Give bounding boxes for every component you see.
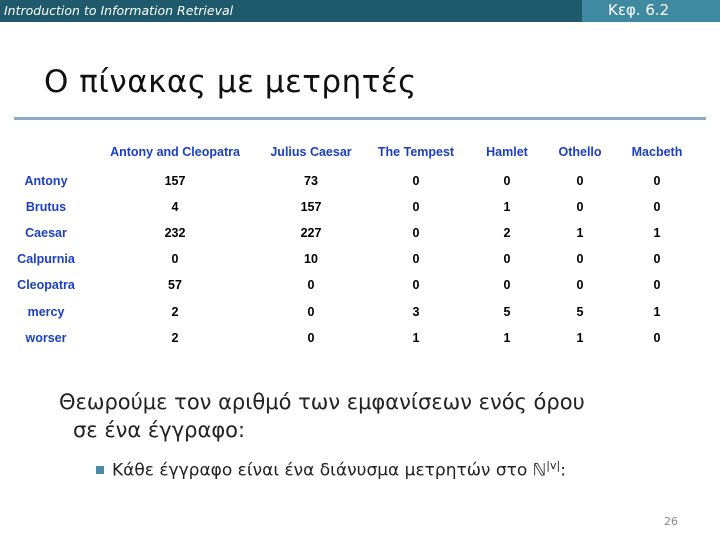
count-cell: 0 [171,252,179,266]
count-cell: 0 [503,174,511,188]
count-cell: 3 [412,305,420,319]
bullet-superscript: |v| [546,459,561,472]
count-cell: 157 [164,174,186,188]
count-cell: 0 [412,174,420,188]
column-header: The Tempest [377,145,455,159]
count-cell: 1 [576,331,584,345]
slide-title: Ο πίνακας με μετρητές [44,64,417,100]
count-cell: 1 [412,331,420,345]
count-cell: 5 [503,305,511,319]
count-cell: 157 [300,200,322,214]
count-cell: 73 [304,174,318,188]
count-cell: 0 [576,174,584,188]
count-cell: 1 [653,305,661,319]
count-cell: 0 [412,278,420,292]
count-cell: 0 [412,200,420,214]
row-term-label: Brutus [25,200,67,214]
row-term-label: Caesar [25,226,67,240]
count-cell: 1 [576,226,584,240]
count-cell: 0 [307,331,315,345]
bullet-item [96,459,566,481]
column-header: Julius Caesar [270,145,352,159]
count-cell: 1 [653,226,661,240]
body-line-2: σε ένα έγγραφο: [73,418,246,442]
column-header: Antony and Cleopatra [110,145,240,159]
count-cell: 0 [653,278,661,292]
bullet-square-icon [96,466,104,474]
course-title: Introduction to Information Retrieval [4,3,234,18]
count-cell: 1 [503,200,511,214]
bullet-text: Κάθε έγγραφο είναι ένα διάνυσμα μετρητών στο ℕ [112,460,547,481]
row-term-label: worser [25,331,67,345]
count-cell: 0 [576,278,584,292]
count-cell: 0 [653,331,661,345]
body-line-1: Θεωρούμε τον αριθμό των εμφανίσεων ενός όρου [59,390,585,414]
count-cell: 0 [307,305,315,319]
count-cell: 4 [171,200,179,214]
count-cell: 0 [576,200,584,214]
count-cell: 57 [168,278,182,292]
page-number: 26 [664,515,678,528]
bullet-end: : [560,460,566,481]
column-header: Othello [558,145,602,159]
count-cell: 0 [503,252,511,266]
count-cell: 2 [171,331,179,345]
count-cell: 1 [503,331,511,345]
column-header: Macbeth [631,145,683,159]
row-term-label: Antony [24,174,68,188]
row-term-label: Calpurnia [17,252,75,266]
count-cell: 0 [503,278,511,292]
count-cell: 0 [412,252,420,266]
count-cell: 0 [653,252,661,266]
count-cell: 0 [412,226,420,240]
count-cell: 0 [653,200,661,214]
chapter-label: Κεφ. 6.2 [608,1,670,19]
count-cell: 0 [307,278,315,292]
count-cell: 0 [653,174,661,188]
count-cell: 2 [503,226,511,240]
count-cell: 2 [171,305,179,319]
row-term-label: Cleopatra [17,278,75,292]
slide-body [59,388,699,444]
count-cell: 227 [300,226,322,240]
count-cell: 10 [304,252,318,266]
count-cell: 5 [576,305,584,319]
row-term-label: mercy [27,305,65,319]
count-cell: 232 [164,226,186,240]
count-cell: 0 [576,252,584,266]
column-header: Hamlet [486,145,528,159]
